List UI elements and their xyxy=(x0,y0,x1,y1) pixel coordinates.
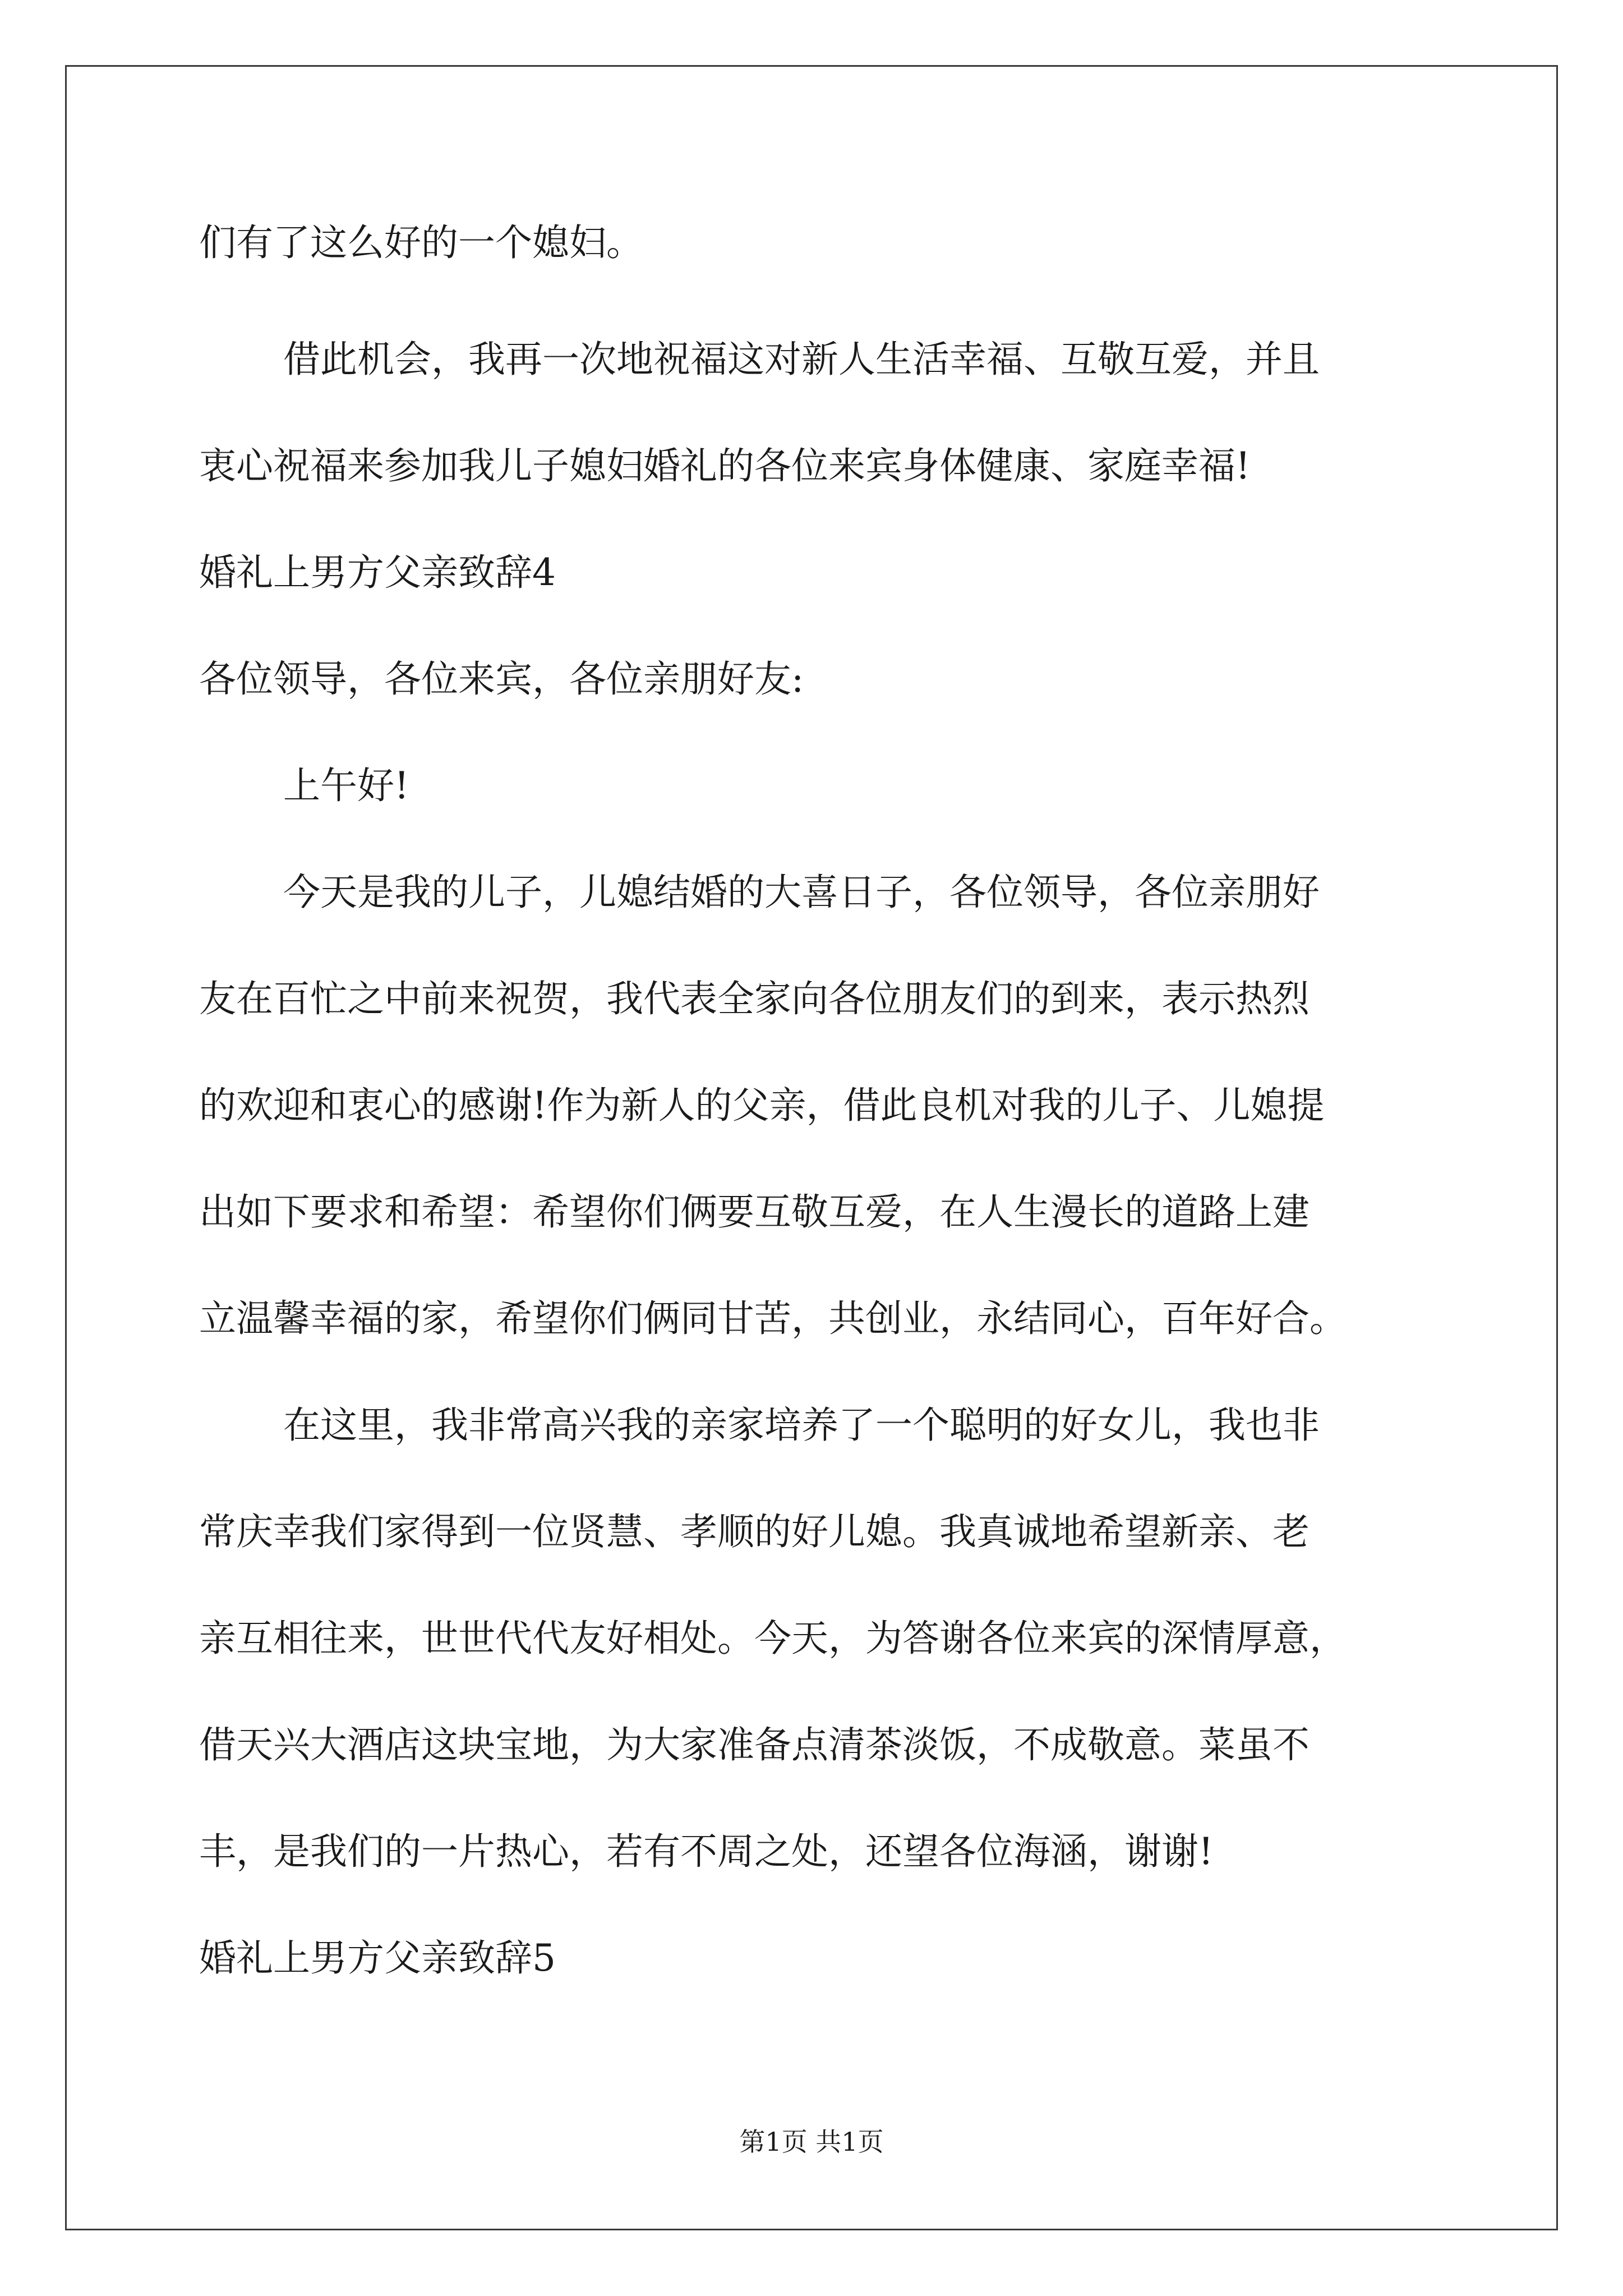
paragraph-line: 常庆幸我们家得到一位贤慧、孝顺的好儿媳。我真诚地希望新亲、老 xyxy=(199,1510,1310,1553)
salutation: 各位领导，各位来宾，各位亲朋好友: xyxy=(199,657,804,701)
paragraph-line: 今天是我的儿子，儿媳结婚的大喜日子，各位领导，各位亲朋好 xyxy=(283,871,1320,914)
greeting: 上午好! xyxy=(283,764,409,807)
paragraph-line: 丰，是我们的一片热心，若有不周之处，还望各位海涵，谢谢! xyxy=(199,1830,1214,1873)
paragraph-line: 借天兴大酒店这块宝地，为大家准备点清茶淡饭，不成敬意。菜虽不 xyxy=(199,1723,1310,1766)
paragraph-line: 衷心祝福来参加我儿子媳妇婚礼的各位来宾身体健康、家庭幸福! xyxy=(199,444,1251,487)
paragraph-line: 亲互相往来，世世代代友好相处。今天，为答谢各位来宾的深情厚意， xyxy=(199,1617,1347,1660)
paragraph-line: 立温馨幸福的家，希望你们俩同甘苦，共创业，永结同心，百年好合。 xyxy=(199,1297,1347,1340)
page-footer: 第1页 共1页 xyxy=(739,2127,884,2157)
paragraph-line: 在这里，我非常高兴我的亲家培养了一个聪明的好女儿，我也非 xyxy=(283,1404,1320,1447)
paragraph-line: 借此机会，我再一次地祝福这对新人生活幸福、互敬互爱，并且 xyxy=(283,338,1320,381)
paragraph-line: 的欢迎和衷心的感谢!作为新人的父亲，借此良机对我的儿子、儿媳提 xyxy=(199,1084,1325,1127)
paragraph-line: 友在百忙之中前来祝贺，我代表全家向各位朋友们的到来，表示热烈 xyxy=(199,977,1310,1020)
paragraph-line: 出如下要求和希望：希望你们俩要互敬互爱，在人生漫长的道路上建 xyxy=(199,1190,1310,1234)
paragraph-line: 们有了这么好的一个媳妇。 xyxy=(199,221,643,264)
page-border xyxy=(65,65,1558,2230)
section-heading: 婚礼上男方父亲致辞4 xyxy=(199,551,556,594)
section-heading: 婚礼上男方父亲致辞5 xyxy=(199,1936,556,1980)
